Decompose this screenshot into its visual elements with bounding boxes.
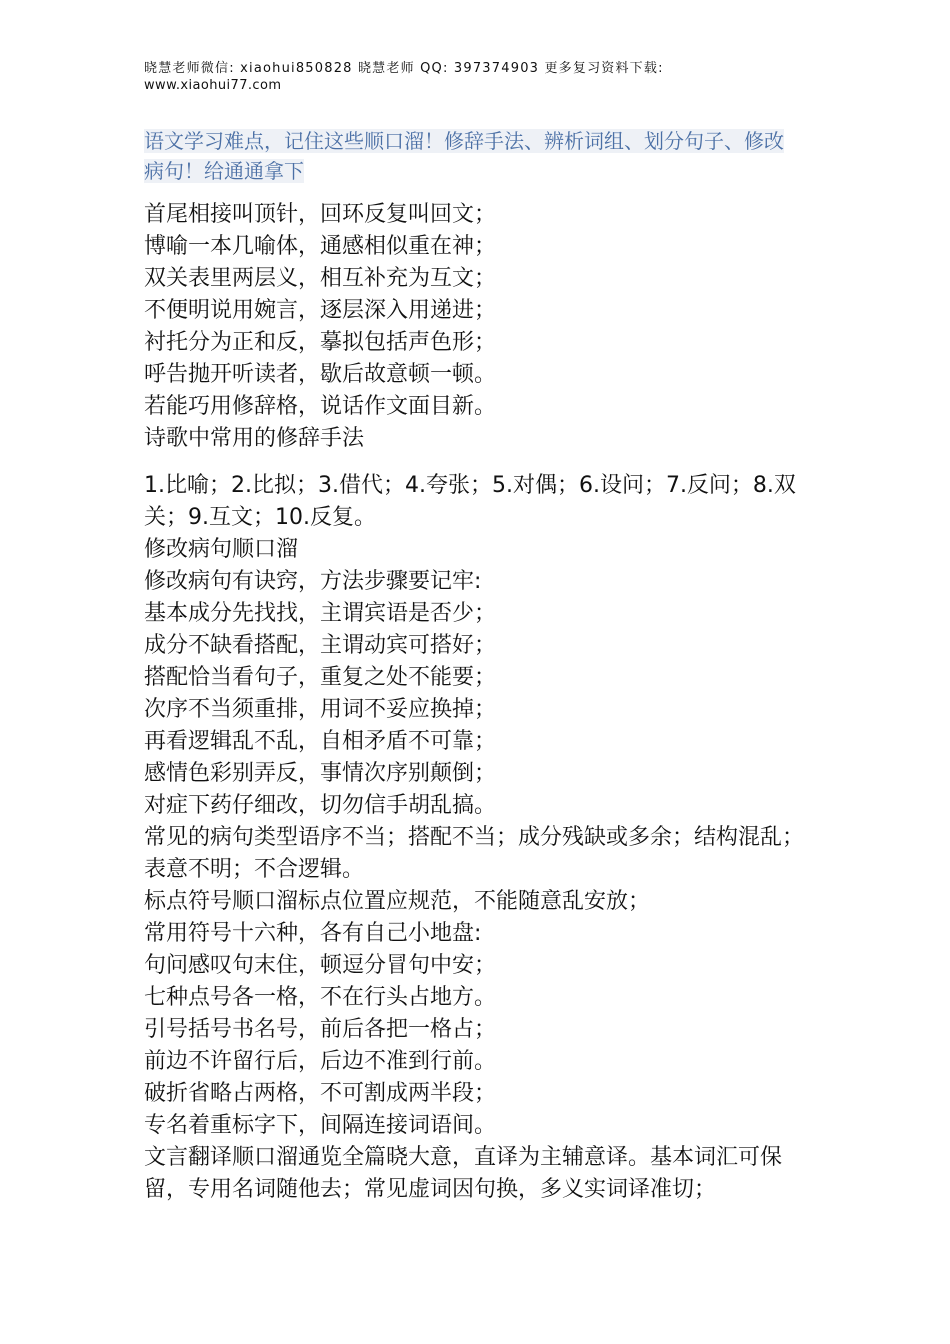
article-title: [144, 126, 790, 186]
text-line: 呼告抛开听读者，歇后故意顿一顿。: [144, 362, 497, 387]
text-line: 衬托分为正和反，摹拟包括声色形；: [144, 330, 497, 355]
text-line: 博喻一本几喻体，通感相似重在神；: [144, 234, 497, 259]
section-heading: 诗歌中常用的修辞手法: [144, 426, 365, 451]
text-line: 引号括号书名号，前后各把一格占；: [144, 1017, 497, 1042]
text-line: 破折省略占两格，不可割成两半段；: [144, 1081, 497, 1106]
text-line: 前边不许留行后，后边不准到行前。: [144, 1049, 497, 1074]
text-line: 对症下药仔细改，切勿信手胡乱搞。: [144, 793, 497, 818]
text-line: 常用符号十六种，各有自己小地盘:: [144, 921, 482, 946]
section-heading: 修改病句顺口溜: [144, 537, 299, 562]
text-line: 句问感叹句末住，顿逗分冒句中安；: [144, 953, 497, 978]
website-link[interactable]: www.xiaohui77.com: [144, 78, 282, 93]
text-paragraph: 文言翻译顺口溜通览全篇晓大意，直译为主辅意译。基本词汇可保留，专用名词随他去；常见虚词因句换，多义实词译准切；: [144, 1145, 783, 1202]
text-line: 若能巧用修辞格，说话作文面目新。: [144, 394, 497, 419]
text-line: 修改病句有诀窍，方法步骤要记牢:: [144, 569, 482, 594]
page-header: [144, 60, 814, 94]
article-body: [144, 199, 804, 1206]
text-line: 七种点号各一格，不在行头占地方。: [144, 985, 497, 1010]
text-line: 首尾相接叫顶针，回环反复叫回文；: [144, 202, 497, 227]
text-line: 感情色彩别弄反，事情次序别颠倒；: [144, 761, 497, 786]
text-line: 标点符号顺口溜标点位置应规范，不能随意乱安放；: [144, 889, 651, 914]
text-paragraph: 1.比喻；2.比拟；3.借代；4.夸张；5.对偶；6.设问；7.反问；8.双关；9.互文；10.反复。: [144, 473, 796, 530]
text-paragraph: 常见的病句类型语序不当；搭配不当；成分残缺或多余；结构混乱；表意不明；不合逻辑。: [144, 825, 805, 882]
text-line: 双关表里两层义，相互补充为互文；: [144, 266, 497, 291]
article-title-text: 语文学习难点，记住这些顺口溜！修辞手法、辨析词组、划分句子、修改病句！给通通拿下: [144, 129, 784, 183]
text-line: 成分不缺看搭配，主谓动宾可搭好；: [144, 633, 497, 658]
text-line: 再看逻辑乱不乱，自相矛盾不可靠；: [144, 729, 497, 754]
text-line: 次序不当须重排，用词不妥应换掉；: [144, 697, 497, 722]
text-line: 基本成分先找找，主谓宾语是否少；: [144, 601, 497, 626]
contact-info: 晓慧老师微信: xiaohui850828 晓慧老师 QQ: 397374903 更多复习资料下载:: [144, 61, 664, 76]
text-line: 不便明说用婉言，逐层深入用递进；: [144, 298, 497, 323]
text-line: 搭配恰当看句子，重复之处不能要；: [144, 665, 497, 690]
text-line: 专名着重标字下，间隔连接词语间。: [144, 1113, 497, 1138]
